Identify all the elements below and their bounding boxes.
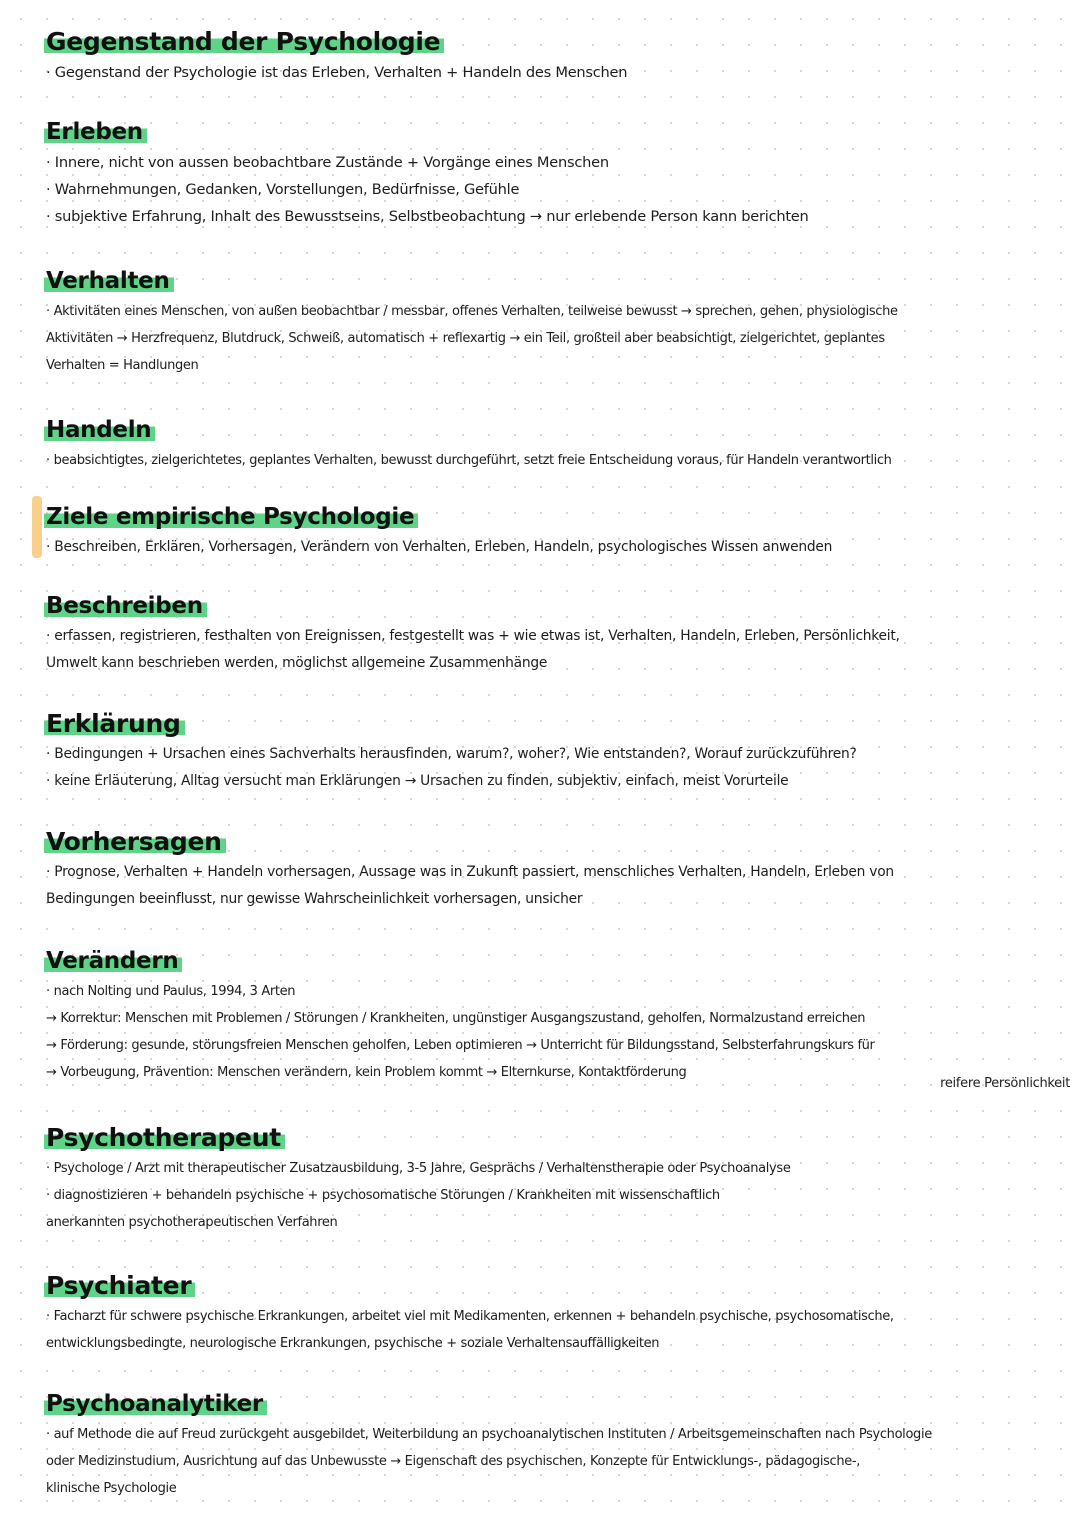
lines-psychoanalytiker bbox=[46, 1421, 1066, 1502]
section-erleben bbox=[46, 118, 1066, 230]
note-reifere-persoenlichkeit: reifere Persönlichkeit bbox=[940, 1076, 1070, 1091]
heading-psychiater: Psychiater bbox=[44, 1272, 195, 1300]
lines-veraendern bbox=[46, 978, 1066, 1086]
text-line: · nach Nolting und Paulus, 1994, 3 Arten bbox=[46, 984, 296, 999]
section-handeln bbox=[46, 416, 1066, 474]
text-line: entwicklungsbedingte, neurologische Erkrankungen, psychische + soziale Verhaltensauffälligkeiten bbox=[46, 1336, 660, 1351]
heading-erleben: Erleben bbox=[44, 118, 147, 146]
lines-erklaerung bbox=[46, 741, 1066, 795]
text-line: oder Medizinstudium, Ausrichtung auf das Unbewusste → Eigenschaft des psychischen, Konzepte für Entwicklungs-, pädagogische-, bbox=[46, 1454, 860, 1469]
lines-psychiater bbox=[46, 1303, 1066, 1357]
heading-handeln: Handeln bbox=[44, 416, 155, 444]
text-line: · Prognose, Verhalten + Handeln vorhersagen, Aussage was in Zukunft passiert, menschliches Verhalten, Handeln, Erleben von bbox=[46, 864, 894, 880]
lines-psychotherapeut bbox=[46, 1155, 1066, 1236]
heading-erklaerung: Erklärung bbox=[44, 710, 185, 738]
text-line: · subjektive Erfahrung, Inhalt des Bewusstseins, Selbstbeobachtung → nur erlebende Person kann berichten bbox=[46, 208, 809, 225]
text-line: Bedingungen beeinflusst, nur gewisse Wahrscheinlichkeit vorhersagen, unsicher bbox=[46, 891, 583, 907]
text-line: · Innere, nicht von aussen beobachtbare Zustände + Vorgänge eines Menschen bbox=[46, 154, 609, 171]
section-ziele bbox=[46, 503, 1066, 561]
text-line: · Facharzt für schwere psychische Erkrankungen, arbeitet viel mit Medikamenten, erkennen + behandeln psychische, psychosomatische, bbox=[46, 1309, 894, 1324]
text-line: → Förderung: gesunde, störungsfreien Menschen geholfen, Leben optimieren → Unterricht für Bildungsstand, Selbsterfahrungskurs für bbox=[46, 1038, 875, 1053]
lines-handeln bbox=[46, 447, 1066, 474]
heading-psychotherapeut: Psychotherapeut bbox=[44, 1124, 285, 1152]
lines-gegenstand bbox=[46, 59, 1066, 86]
lines-verhalten bbox=[46, 298, 1066, 379]
lines-vorhersagen bbox=[46, 859, 1066, 913]
text-line: · Aktivitäten eines Menschen, von außen beobachtbar / messbar, offenes Verhalten, teilweise bewusst → sprechen, gehen, physiologische bbox=[46, 304, 898, 319]
heading-gegenstand: Gegenstand der Psychologie bbox=[44, 28, 444, 56]
text-line: → Korrektur: Menschen mit Problemen / Störungen / Krankheiten, ungünstiger Ausgangszustand, geholfen, Normalzustand erreichen bbox=[46, 1011, 866, 1026]
heading-psychoanalytiker: Psychoanalytiker bbox=[44, 1390, 267, 1418]
text-line: anerkannten psychotherapeutischen Verfahren bbox=[46, 1215, 338, 1230]
text-line: · Bedingungen + Ursachen eines Sachverhalts herausfinden, warum?, woher?, Wie entstanden?, Worauf zurückzuführen? bbox=[46, 746, 857, 762]
lines-ziele bbox=[46, 534, 1066, 561]
section-psychiater bbox=[46, 1272, 1066, 1357]
heading-vorhersagen: Vorhersagen bbox=[44, 828, 226, 856]
text-line: · Wahrnehmungen, Gedanken, Vorstellungen, Bedürfnisse, Gefühle bbox=[46, 181, 520, 198]
section-verhalten bbox=[46, 267, 1066, 379]
text-line: · auf Methode die auf Freud zurückgeht ausgebildet, Weiterbildung an psychoanalytischen Instituten / Arbeitsgemeinschaften nach Psychologie bbox=[46, 1427, 932, 1442]
section-beschreiben bbox=[46, 592, 1066, 677]
text-line: Verhalten = Handlungen bbox=[46, 358, 199, 373]
heading-veraendern: Verändern bbox=[44, 947, 182, 975]
section-vorhersagen bbox=[46, 828, 1066, 913]
lines-beschreiben bbox=[46, 623, 1066, 677]
text-line: klinische Psychologie bbox=[46, 1481, 177, 1496]
text-line: → Vorbeugung, Prävention: Menschen verändern, kein Problem kommt → Elternkurse, Kontaktförderung bbox=[46, 1065, 687, 1080]
section-veraendern bbox=[46, 947, 1066, 1086]
section-psychoanalytiker bbox=[46, 1390, 1066, 1502]
text-line: · keine Erläuterung, Alltag versucht man Erklärungen → Ursachen zu finden, subjektiv, einfach, meist Vorurteile bbox=[46, 773, 789, 789]
heading-verhalten: Verhalten bbox=[44, 267, 174, 295]
heading-beschreiben: Beschreiben bbox=[44, 592, 207, 620]
text-line: · Beschreiben, Erklären, Vorhersagen, Verändern von Verhalten, Erleben, Handeln, psychologisches Wissen anwenden bbox=[46, 539, 833, 555]
section-erklaerung bbox=[46, 710, 1066, 795]
text-line: · Psychologe / Arzt mit therapeutischer Zusatzausbildung, 3-5 Jahre, Gesprächs / Verhaltenstherapie oder Psychoanalyse bbox=[46, 1161, 791, 1176]
text-line: Aktivitäten → Herzfrequenz, Blutdruck, Schweiß, automatisch + reflexartig → ein Teil, großteil aber beabsichtigt, zielgerichtet, geplantes bbox=[46, 331, 885, 346]
text-line: · beabsichtigtes, zielgerichtetes, geplantes Verhalten, bewusst durchgeführt, setzt freie Entscheidung voraus, für Handeln verantwortlich bbox=[46, 453, 892, 468]
section-psychotherapeut bbox=[46, 1124, 1066, 1236]
section-gegenstand bbox=[46, 28, 1066, 86]
heading-ziele: Ziele empirische Psychologie bbox=[44, 503, 418, 531]
lines-erleben bbox=[46, 149, 1066, 230]
text-line: · erfassen, registrieren, festhalten von Ereignissen, festgestellt was + wie etwas ist, Verhalten, Handeln, Erleben, Persönlichkeit, bbox=[46, 628, 900, 644]
text-line: · diagnostizieren + behandeln psychische + psychosomatische Störungen / Krankheiten mit wissenschaftlich bbox=[46, 1188, 720, 1203]
text-line: Umwelt kann beschrieben werden, möglichst allgemeine Zusammenhänge bbox=[46, 655, 548, 671]
margin-marker bbox=[32, 496, 42, 558]
text-line: · Gegenstand der Psychologie ist das Erleben, Verhalten + Handeln des Menschen bbox=[46, 64, 628, 81]
